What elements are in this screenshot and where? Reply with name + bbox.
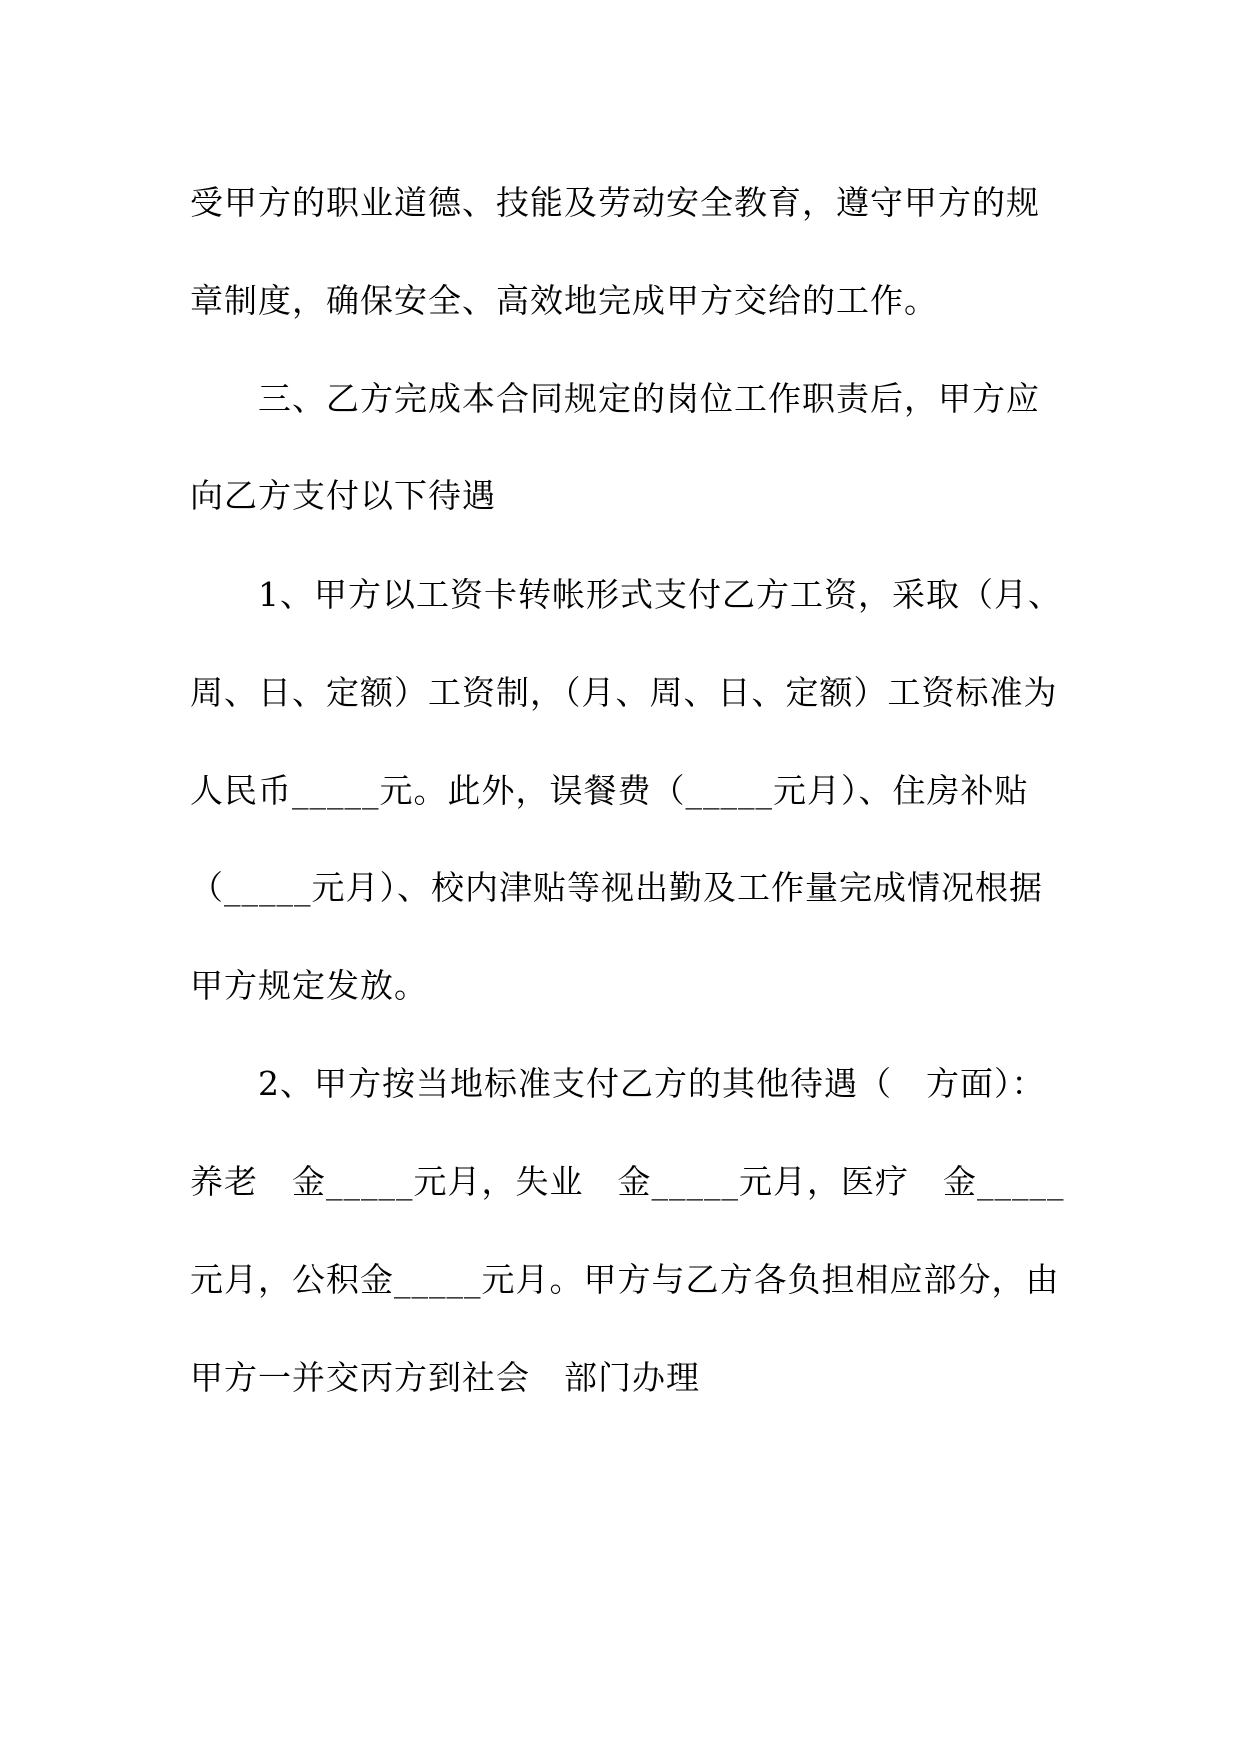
text-line: 1、甲方以工资卡转帐形式支付乙方工资，采取（月、 — [190, 575, 1062, 614]
text-line: 养老 金_____元月，失业 金_____元月，医疗 金_____ — [190, 1162, 1065, 1201]
text-line: 甲方一并交丙方到社会 部门办理 — [190, 1358, 700, 1397]
text-line: 周、日、定额）工资制，（月、周、日、定额）工资标准为 — [190, 673, 1058, 712]
text-line: （_____元月）、校内津贴等视出勤及工作量完成情况根据 — [190, 868, 1043, 907]
text-line: 甲方规定发放。 — [190, 966, 428, 1005]
text-line: 2、甲方按当地标准支付乙方的其他待遇（ 方面）： — [190, 1064, 1046, 1103]
text-line: 章制度，确保安全、高效地完成甲方交给的工作。 — [190, 281, 938, 320]
text-line: 三、乙方完成本合同规定的岗位工作职责后，甲方应 — [190, 379, 1040, 418]
text-line: 人民币_____元。此外，误餐费（_____元月）、住房补贴 — [190, 771, 1029, 810]
text-line: 受甲方的职业道德、技能及劳动安全教育，遵守甲方的规 — [190, 183, 1040, 222]
text-line: 向乙方支付以下待遇 — [190, 476, 496, 515]
text-line: 元月，公积金_____元月。甲方与乙方各负担相应部分，由 — [190, 1260, 1060, 1299]
